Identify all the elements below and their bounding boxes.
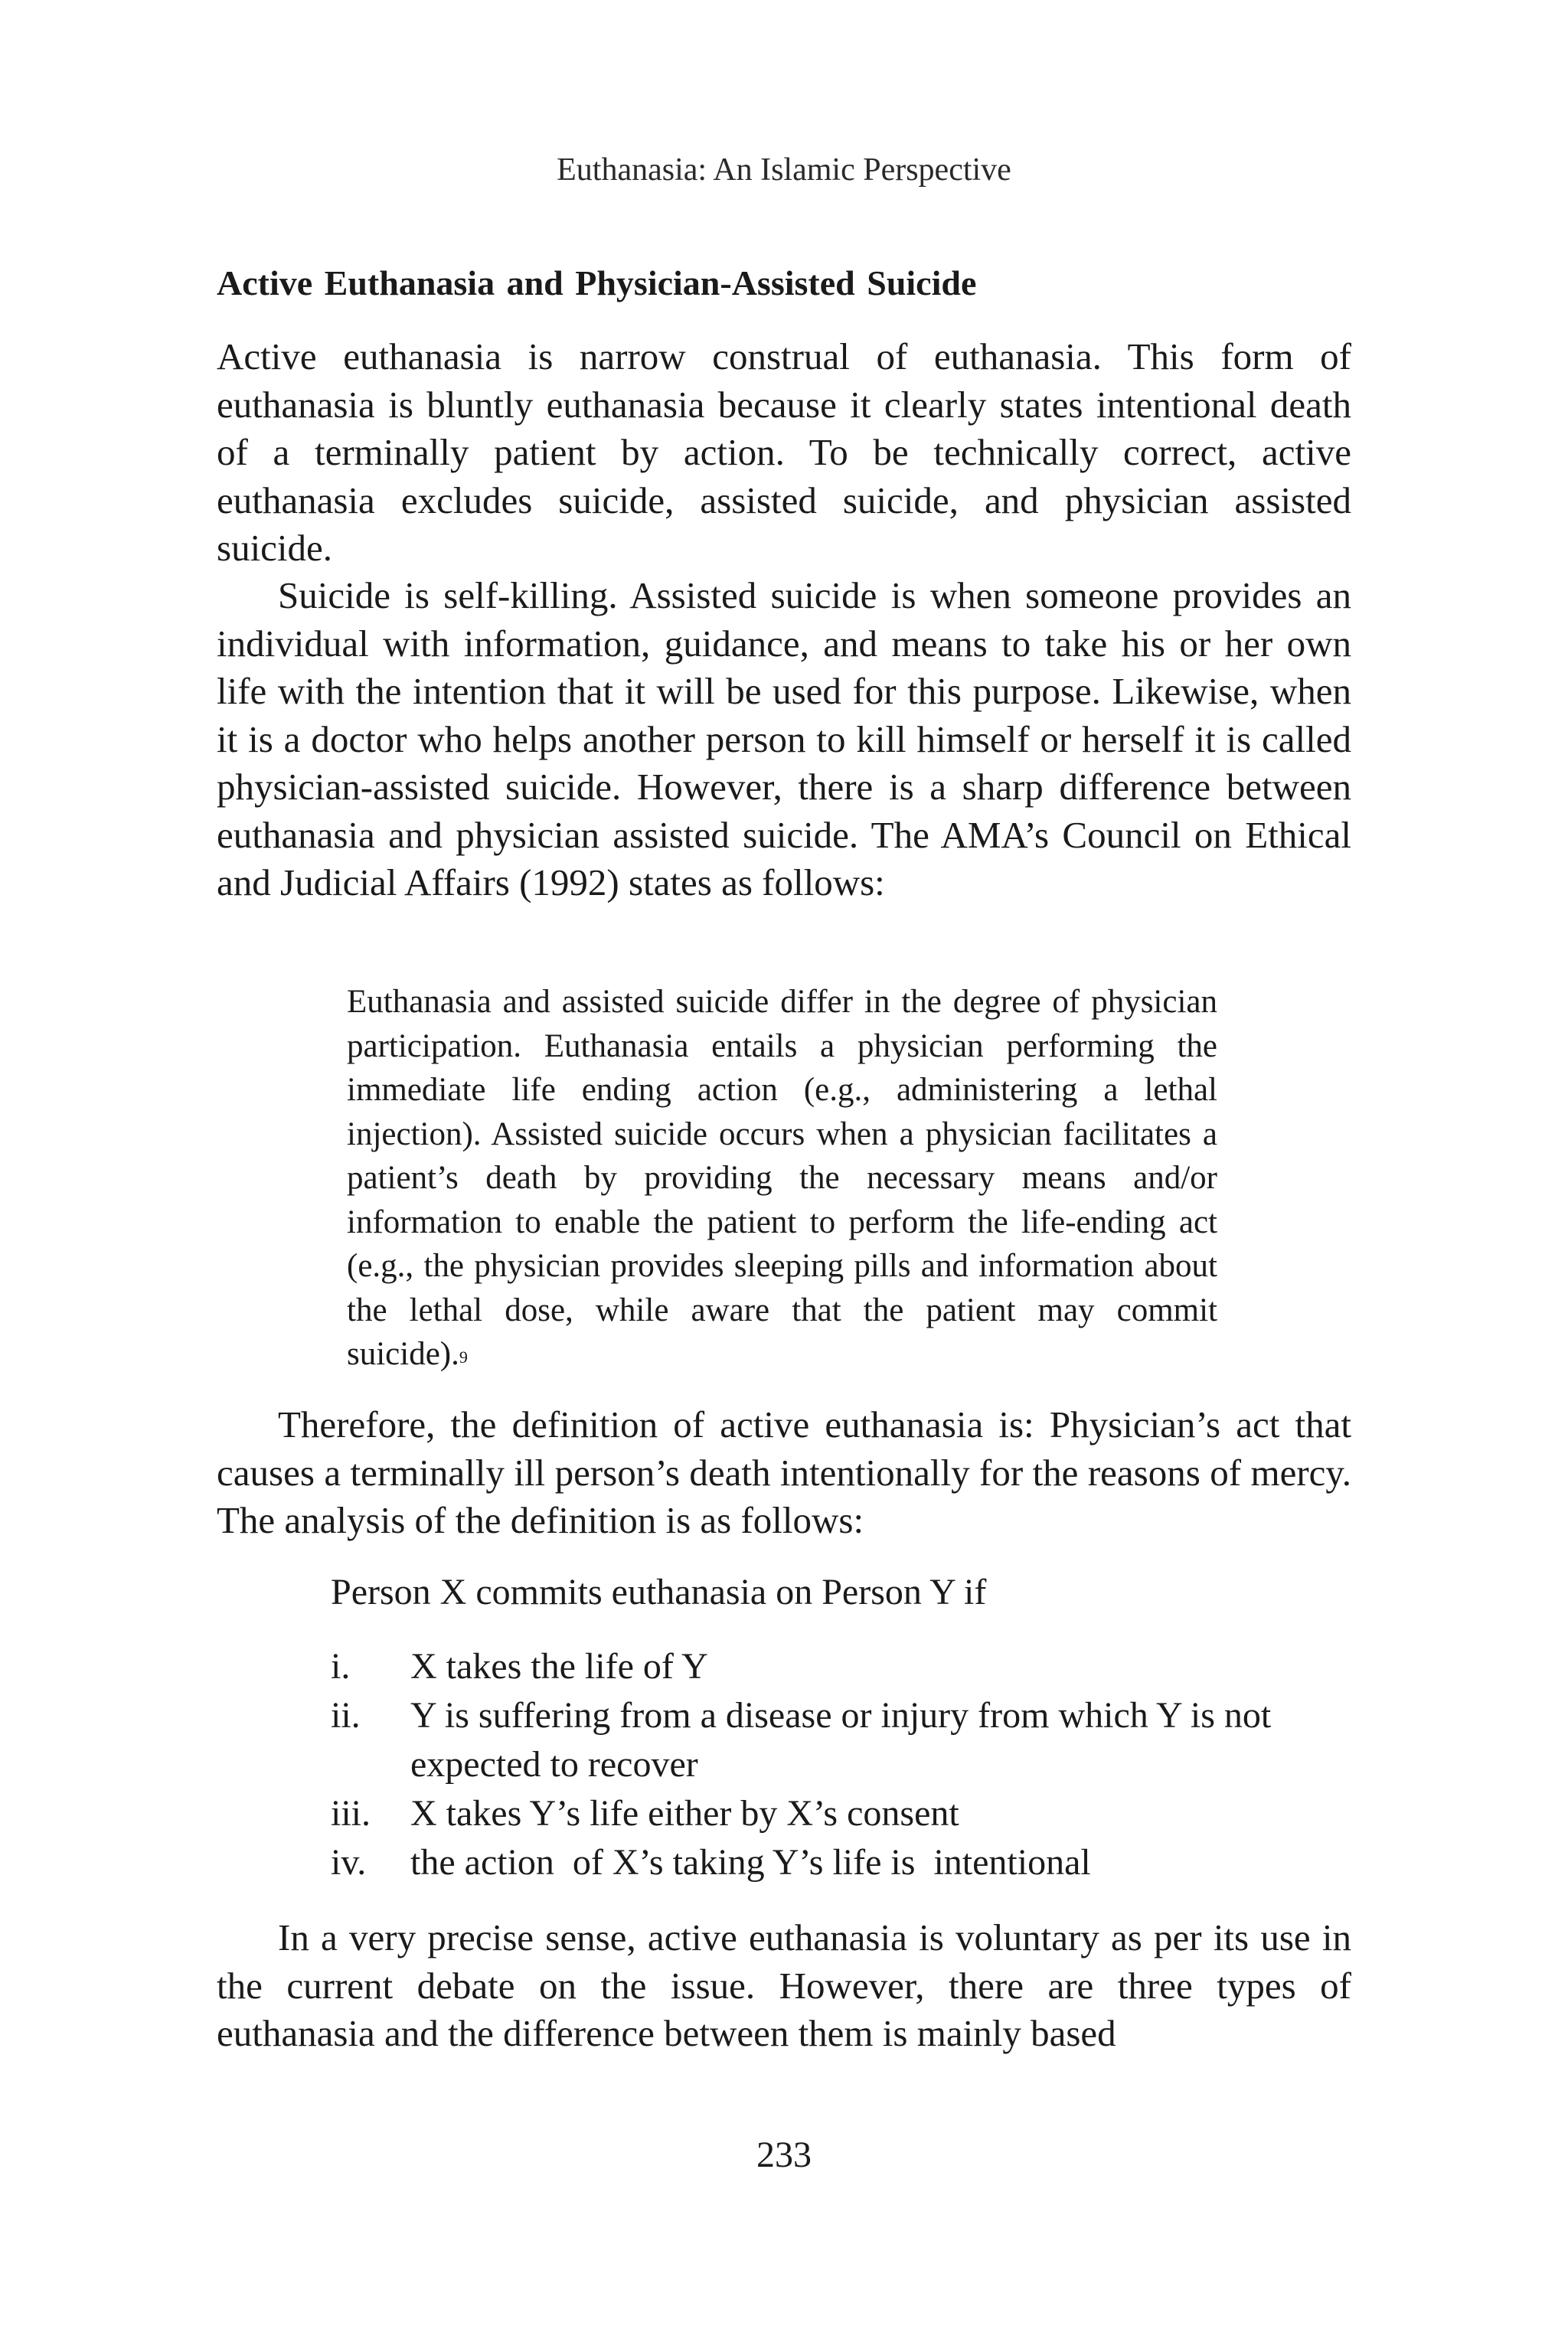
list-item-text: X takes Y’s life either by X’s consent (410, 1793, 959, 1834)
list-numeral: iv. (331, 1842, 367, 1883)
list-item (331, 1789, 1349, 1838)
quote-text: Euthanasia and assisted suicide differ in the degree of physician participation. Euthanasia entails a physician performing the immediate life ending action (e.g., administering a lethal injection). Assisted suicide occurs when a physician facilitates a patient’s death by providing the necessary means and/or information to enable the patient to perform the life-ending act (e.g., the physician provides sleeping pills and information about the lethal dose, while aware that the patient may commit suicide). (347, 984, 1217, 1372)
condition-list (331, 1642, 1349, 1887)
footnote-reference: 9 (459, 1348, 468, 1367)
page-number: 233 (756, 2135, 812, 2175)
running-header: Euthanasia: An Islamic Perspective (557, 152, 1011, 188)
body-paragraph: Active euthanasia is narrow construal of euthanasia. This form of euthanasia is bluntly euthanasia because it clearly states intentional death of a terminally patient by action. To be technically correct, active euthanasia excludes suicide, assisted suicide, and physician assisted suicide. (217, 335, 1351, 569)
list-numeral: i. (331, 1646, 351, 1687)
body-paragraph: Therefore, the definition of active euthanasia is: Physician’s act that causes a terminally ill person’s death intentionally for the reasons of mercy. The analysis of the definition is as follows: (217, 1403, 1351, 1541)
section-heading: Active Euthanasia and Physician-Assisted Suicide (217, 263, 977, 302)
list-item-text: the action of X’s taking Y’s life is intentional (410, 1842, 1091, 1883)
list-numeral: ii. (331, 1695, 361, 1736)
list-numeral: iii. (331, 1793, 371, 1834)
list-item (331, 1642, 1349, 1691)
list-item (331, 1691, 1349, 1789)
list-item-text: X takes the life of Y (410, 1646, 708, 1687)
definition-premise: Person X commits euthanasia on Person Y if (331, 1572, 987, 1612)
list-item-text: Y is suffering from a disease or injury from which Y is not expected to recover (410, 1695, 1272, 1785)
body-paragraph: In a very precise sense, active euthanasia is voluntary as per its use in the current debate on the issue. However, there are three types of euthanasia and the difference between them is mainly based (217, 1916, 1351, 2054)
block-quote (347, 980, 1217, 1377)
body-paragraph: Suicide is self-killing. Assisted suicide is when someone provides an individual with information, guidance, and means to take his or her own life with the intention that it will be used for this purpose. Likewise, when it is a doctor who helps another person to kill himself or herself it is called physician-assisted suicide. However, there is a sharp difference between euthanasia and physician assisted suicide. The AMA’s Council on Ethical and Judicial Affairs (1992) states as follows: (217, 574, 1351, 903)
list-item (331, 1838, 1349, 1887)
